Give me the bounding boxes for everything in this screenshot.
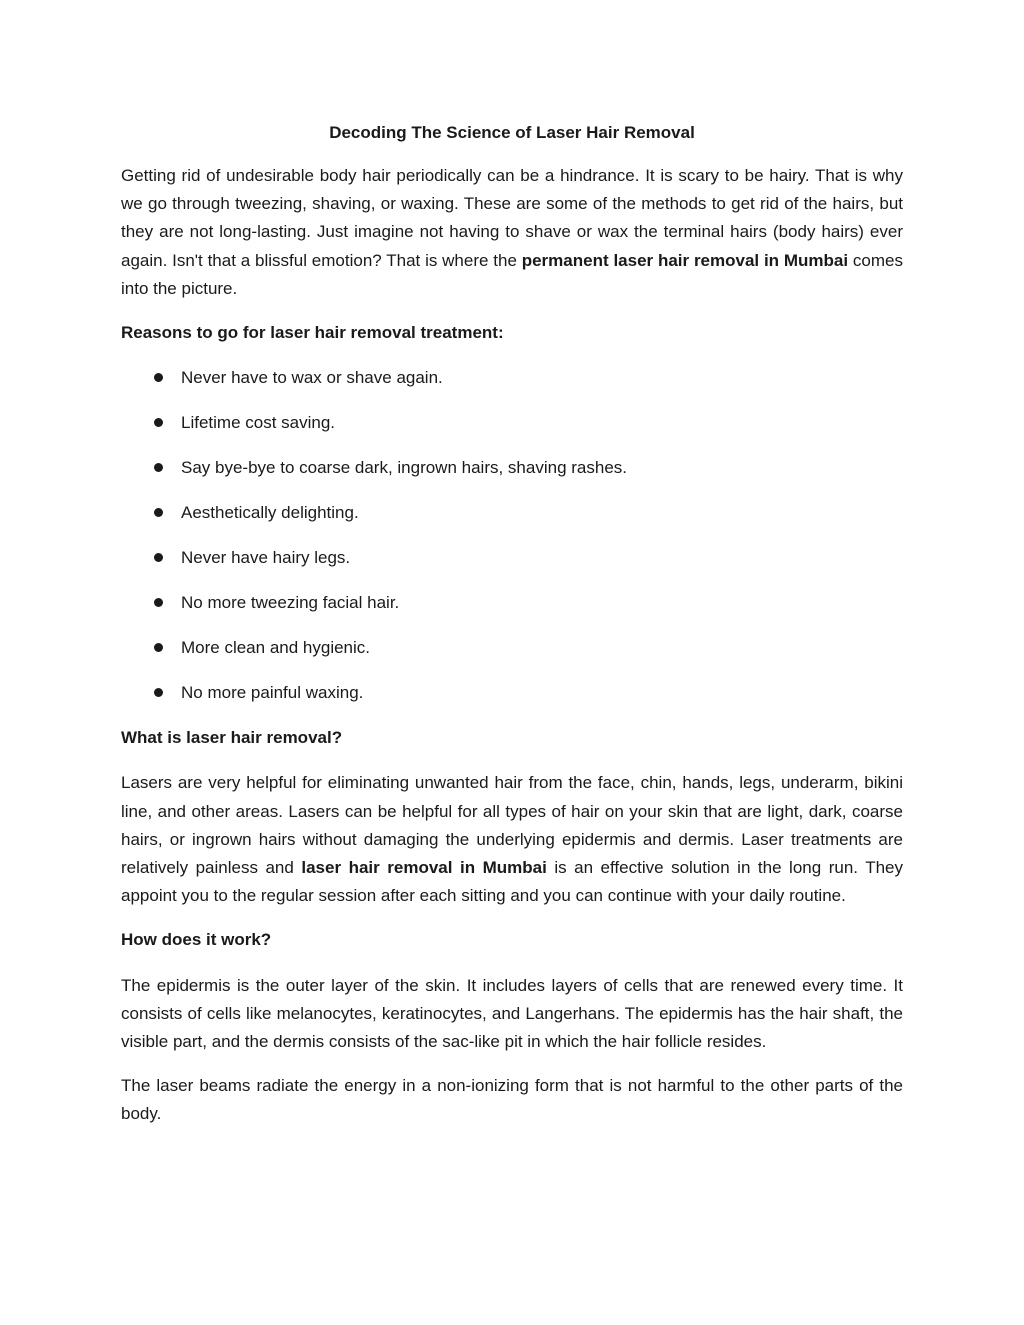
reasons-list (121, 364, 903, 707)
permanent-laser-link[interactable]: permanent laser hair removal in Mumbai (521, 250, 849, 270)
list-item-text: More clean and hygienic. (181, 638, 371, 658)
document-title: Decoding The Science of Laser Hair Removal (329, 123, 695, 142)
bullet-icon (154, 373, 163, 382)
bullet-icon (154, 508, 163, 517)
how-paragraph-1: The epidermis is the outer layer of the skin. It includes layers of cells that are renewed every time. It consists of cells like melanocytes, keratinocytes, and Langerhans. The epidermis has the hair shaft, the visible part, and the dermis consists of the sac-like pit in which the hair follicle resides. (121, 975, 903, 1052)
list-item (121, 589, 903, 634)
bullet-icon (154, 598, 163, 607)
document-body (121, 121, 903, 1145)
bullet-icon (154, 463, 163, 472)
list-item-text: Say bye-bye to coarse dark, ingrown hairs, shaving rashes. (181, 458, 628, 478)
list-item-text: Never have hairy legs. (181, 548, 351, 568)
what-paragraph (121, 769, 903, 910)
intro-text-after: comes into the picture. (121, 250, 903, 298)
list-item-text: No more painful waxing. (181, 683, 364, 703)
list-item-text: Never have to wax or shave again. (181, 368, 443, 388)
list-item-text: No more tweezing facial hair. (181, 593, 400, 613)
list-item-text: Aesthetically delighting. (181, 503, 359, 523)
reasons-heading: Reasons to go for laser hair removal treatment: (121, 323, 504, 343)
bullet-icon (154, 418, 163, 427)
list-item (121, 364, 903, 409)
list-item (121, 634, 903, 679)
how-paragraph-2: The laser beams radiate the energy in a non-ionizing form that is not harmful to the other parts of the body. (121, 1076, 903, 1124)
list-item (121, 544, 903, 589)
list-item (121, 679, 903, 707)
bullet-icon (154, 643, 163, 652)
how-heading: How does it work? (121, 930, 272, 950)
what-heading: What is laser hair removal? (121, 728, 343, 748)
list-item (121, 409, 903, 454)
list-item (121, 499, 903, 544)
list-item (121, 454, 903, 499)
bullet-icon (154, 688, 163, 697)
intro-paragraph (121, 162, 903, 303)
what-text-before: Lasers are very helpful for eliminating unwanted hair from the face, chin, hands, legs, underarm, bikini line, and other areas. Lasers can be helpful for all types of hair on your skin that are light, dark, coarse hairs, or ingrown hairs without damaging the underlying epidermis and dermis. Laser treatments are relatively painless and (121, 773, 903, 878)
list-item-text: Lifetime cost saving. (181, 413, 336, 433)
laser-hair-removal-link[interactable]: laser hair removal in Mumbai (301, 858, 547, 878)
bullet-icon (154, 553, 163, 562)
what-text-after: is an effective solution in the long run. They appoint you to the regular session after each sitting and you can continue with your daily routine. (121, 858, 904, 906)
intro-text-before: Getting rid of undesirable body hair periodically can be a hindrance. It is scary to be hairy. That is why we go through tweezing, shaving, or waxing. These are some of the methods to get rid of the hairs, but they are not long-lasting. Just imagine not having to shave or wax the terminal hairs (body hairs) ever again. Isn't that a blissful emotion? That is where the (121, 166, 903, 270)
